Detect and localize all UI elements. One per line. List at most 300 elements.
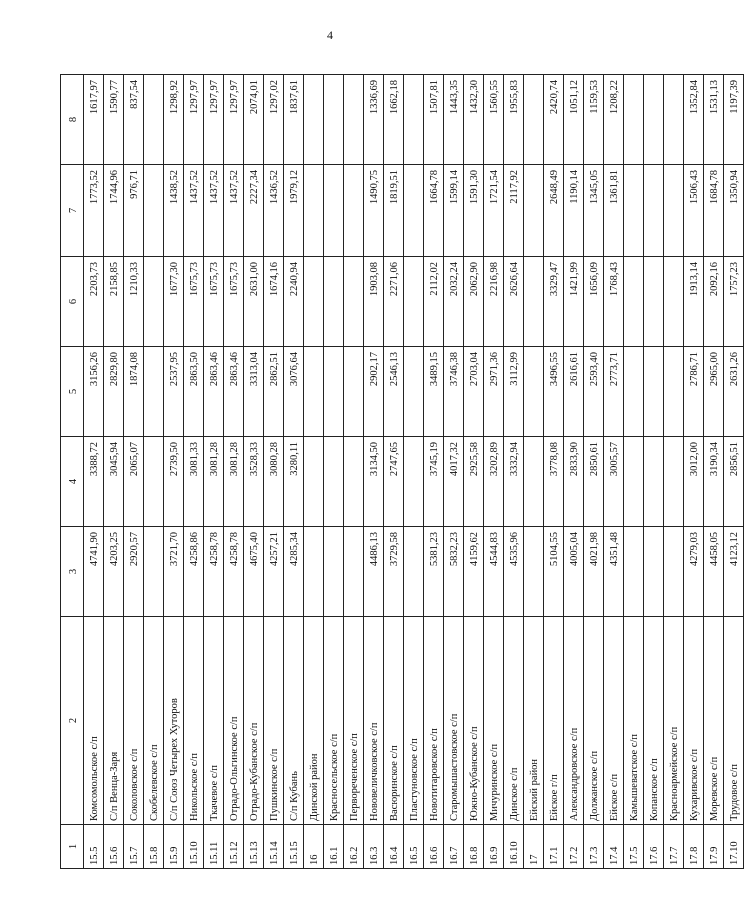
value-cell: 1432,30	[464, 75, 484, 165]
value-cell	[144, 527, 164, 617]
value-cell: 4486,13	[364, 527, 384, 617]
table-row	[504, 75, 524, 869]
value-cell: 5381,23	[424, 527, 444, 617]
value-cell	[664, 75, 684, 165]
settlement-name-cell: Ейское г/п	[544, 617, 564, 825]
value-cell: 2965,00	[704, 347, 724, 437]
table-row	[724, 75, 744, 869]
value-cell: 1051,12	[564, 75, 584, 165]
value-cell: 3081,33	[184, 437, 204, 527]
value-cell: 1721,54	[484, 165, 504, 257]
value-cell: 4351,48	[604, 527, 624, 617]
table-row	[684, 75, 704, 869]
value-cell: 2856,51	[724, 437, 744, 527]
header-cell: 4	[61, 437, 84, 527]
row-code-cell: 17.1	[544, 825, 564, 869]
row-code-cell: 16.8	[464, 825, 484, 869]
table-row	[364, 75, 384, 869]
row-code-cell: 16.5	[404, 825, 424, 869]
value-cell: 4258,78	[224, 527, 244, 617]
value-cell: 2971,36	[484, 347, 504, 437]
settlement-name-cell: Кухаривское с/п	[684, 617, 704, 825]
header-cell: 6	[61, 257, 84, 347]
value-cell: 1507,81	[424, 75, 444, 165]
value-cell: 2747,65	[384, 437, 404, 527]
value-cell: 2112,02	[424, 257, 444, 347]
row-code-cell: 16.6	[424, 825, 444, 869]
table-row	[424, 75, 444, 869]
value-cell	[304, 75, 324, 165]
value-cell: 1506,43	[684, 165, 704, 257]
row-code-cell: 17	[524, 825, 544, 869]
value-cell: 3280,11	[284, 437, 304, 527]
row-code-cell: 15.8	[144, 825, 164, 869]
value-cell: 1599,14	[444, 165, 464, 257]
value-cell: 1298,92	[164, 75, 184, 165]
value-cell: 3721,70	[164, 527, 184, 617]
value-cell: 2271,06	[384, 257, 404, 347]
table-row	[84, 75, 104, 869]
value-cell: 3012,00	[684, 437, 704, 527]
value-cell: 1350,94	[724, 165, 744, 257]
table-row	[404, 75, 424, 869]
value-cell: 3076,64	[284, 347, 304, 437]
header-cell: 8	[61, 75, 84, 165]
value-cell: 4535,96	[504, 527, 524, 617]
value-cell	[404, 527, 424, 617]
row-code-cell: 17.2	[564, 825, 584, 869]
table-row	[524, 75, 544, 869]
value-cell: 2739,50	[164, 437, 184, 527]
table-row	[604, 75, 624, 869]
value-cell: 1437,52	[204, 165, 224, 257]
value-cell: 2631,00	[244, 257, 264, 347]
value-cell: 2216,98	[484, 257, 504, 347]
value-cell: 2786,71	[684, 347, 704, 437]
value-cell: 1837,61	[284, 75, 304, 165]
value-cell	[144, 347, 164, 437]
value-cell	[404, 347, 424, 437]
row-code-cell: 17.7	[664, 825, 684, 869]
value-cell: 2227,34	[244, 165, 264, 257]
row-code-cell: 17.4	[604, 825, 624, 869]
value-cell	[524, 75, 544, 165]
value-cell: 3112,99	[504, 347, 524, 437]
value-cell	[664, 347, 684, 437]
value-cell: 1913,14	[684, 257, 704, 347]
value-cell: 2920,57	[124, 527, 144, 617]
value-cell: 1617,97	[84, 75, 104, 165]
value-cell: 2158,85	[104, 257, 124, 347]
row-code-cell: 15.12	[224, 825, 244, 869]
tariff-table	[60, 74, 744, 869]
value-cell: 2074,01	[244, 75, 264, 165]
page-number: 4	[327, 28, 333, 42]
value-cell	[524, 257, 544, 347]
value-cell: 2420,74	[544, 75, 564, 165]
settlement-name-cell: Ейское с/п	[604, 617, 624, 825]
value-cell: 4258,78	[204, 527, 224, 617]
table-row	[284, 75, 304, 869]
table-row	[264, 75, 284, 869]
header-cell: 2	[61, 617, 84, 825]
value-cell: 1437,52	[184, 165, 204, 257]
settlement-name-cell: Первореченское с/п	[344, 617, 364, 825]
header-cell: 7	[61, 165, 84, 257]
value-cell: 1674,16	[264, 257, 284, 347]
value-cell: 1421,99	[564, 257, 584, 347]
settlement-name-cell: Никольское с/п	[184, 617, 204, 825]
value-cell	[664, 165, 684, 257]
table-row	[664, 75, 684, 869]
value-cell	[144, 257, 164, 347]
value-cell	[624, 527, 644, 617]
value-cell	[144, 437, 164, 527]
settlement-name-cell: Новотитаровское с/п	[424, 617, 444, 825]
table-row	[464, 75, 484, 869]
settlement-name-cell: Отрадо-Кубанское с/п	[244, 617, 264, 825]
row-code-cell: 15.10	[184, 825, 204, 869]
row-code-cell: 15.5	[84, 825, 104, 869]
value-cell	[344, 257, 364, 347]
value-cell: 1664,78	[424, 165, 444, 257]
row-code-cell: 16.2	[344, 825, 364, 869]
value-cell	[524, 347, 544, 437]
value-cell: 4257,21	[264, 527, 284, 617]
value-cell	[404, 165, 424, 257]
value-cell: 1297,97	[224, 75, 244, 165]
settlement-name-cell: Скобелевское с/п	[144, 617, 164, 825]
value-cell: 1436,52	[264, 165, 284, 257]
settlement-name-cell: Нововеличковское с/п	[364, 617, 384, 825]
value-cell: 1297,97	[184, 75, 204, 165]
value-cell: 1656,09	[584, 257, 604, 347]
value-cell: 4021,98	[584, 527, 604, 617]
value-cell	[324, 347, 344, 437]
value-cell: 3745,19	[424, 437, 444, 527]
value-cell: 1352,84	[684, 75, 704, 165]
value-cell: 4741,90	[84, 527, 104, 617]
table-row	[224, 75, 244, 869]
settlement-name-cell: Трудовое с/п	[724, 617, 744, 825]
value-cell: 2829,80	[104, 347, 124, 437]
value-cell: 2537,95	[164, 347, 184, 437]
value-cell: 3313,04	[244, 347, 264, 437]
value-cell: 1345,05	[584, 165, 604, 257]
settlement-name-cell: Должанское с/п	[584, 617, 604, 825]
value-cell: 3528,33	[244, 437, 264, 527]
value-cell: 2032,24	[444, 257, 464, 347]
table-row	[244, 75, 264, 869]
settlement-name-cell: Александровское с/п	[564, 617, 584, 825]
settlement-name-cell: Васюринское с/п	[384, 617, 404, 825]
value-cell: 1197,39	[724, 75, 744, 165]
settlement-name-cell: Соколовское с/п	[124, 617, 144, 825]
value-cell: 3134,50	[364, 437, 384, 527]
value-cell: 5832,23	[444, 527, 464, 617]
value-cell: 4258,86	[184, 527, 204, 617]
value-cell	[624, 75, 644, 165]
value-cell: 3081,28	[224, 437, 244, 527]
row-code-cell: 16.4	[384, 825, 404, 869]
table-row	[324, 75, 344, 869]
value-cell: 2065,07	[124, 437, 144, 527]
value-cell: 3778,08	[544, 437, 564, 527]
value-cell: 1361,81	[604, 165, 624, 257]
table-row	[144, 75, 164, 869]
value-cell: 2626,64	[504, 257, 524, 347]
settlement-name-cell: Камышеватское с/п	[624, 617, 644, 825]
value-cell	[644, 347, 664, 437]
value-cell	[344, 437, 364, 527]
value-cell: 1955,83	[504, 75, 524, 165]
table-row	[644, 75, 664, 869]
value-cell: 1677,30	[164, 257, 184, 347]
settlement-name-cell: Красноармейское с/п	[664, 617, 684, 825]
value-cell	[644, 257, 664, 347]
value-cell: 3156,26	[84, 347, 104, 437]
settlement-name-cell: Мичуринское с/п	[484, 617, 504, 825]
value-cell: 1490,75	[364, 165, 384, 257]
value-cell: 3332,94	[504, 437, 524, 527]
row-code-cell: 16.1	[324, 825, 344, 869]
row-code-cell: 17.5	[624, 825, 644, 869]
table-row	[544, 75, 564, 869]
value-cell	[304, 347, 324, 437]
value-cell: 2648,49	[544, 165, 564, 257]
header-cell: 1	[61, 825, 84, 869]
row-code-cell: 17.8	[684, 825, 704, 869]
table-row	[584, 75, 604, 869]
value-cell	[624, 347, 644, 437]
settlement-name-cell: Отрадо-Ольгинское с/п	[224, 617, 244, 825]
value-cell: 2616,61	[564, 347, 584, 437]
value-cell	[304, 165, 324, 257]
value-cell: 1590,77	[104, 75, 124, 165]
row-code-cell: 16.9	[484, 825, 504, 869]
value-cell: 3202,89	[484, 437, 504, 527]
table-row	[624, 75, 644, 869]
row-code-cell: 16.7	[444, 825, 464, 869]
value-cell: 4123,12	[724, 527, 744, 617]
value-cell: 1591,30	[464, 165, 484, 257]
table-row	[204, 75, 224, 869]
value-cell	[324, 257, 344, 347]
value-cell: 3489,15	[424, 347, 444, 437]
value-cell: 1903,08	[364, 257, 384, 347]
value-cell: 3329,47	[544, 257, 564, 347]
value-cell	[304, 437, 324, 527]
table-container	[60, 75, 740, 869]
value-cell	[324, 165, 344, 257]
settlement-name-cell: Старомышастовское с/п	[444, 617, 464, 825]
row-code-cell: 15.7	[124, 825, 144, 869]
value-cell: 3388,72	[84, 437, 104, 527]
value-cell: 2062,90	[464, 257, 484, 347]
table-row	[124, 75, 144, 869]
table-row	[444, 75, 464, 869]
value-cell: 1208,22	[604, 75, 624, 165]
value-cell	[664, 437, 684, 527]
value-cell: 2546,13	[384, 347, 404, 437]
row-code-cell: 16	[304, 825, 324, 869]
value-cell: 1757,23	[724, 257, 744, 347]
row-code-cell: 15.15	[284, 825, 304, 869]
value-cell	[144, 165, 164, 257]
value-cell: 2703,04	[464, 347, 484, 437]
value-cell: 1675,73	[224, 257, 244, 347]
value-cell	[144, 75, 164, 165]
settlement-name-cell: Пушкинское с/п	[264, 617, 284, 825]
value-cell: 3729,58	[384, 527, 404, 617]
value-cell: 1874,08	[124, 347, 144, 437]
row-code-cell: 15.9	[164, 825, 184, 869]
value-cell: 4544,83	[484, 527, 504, 617]
value-cell: 1531,13	[704, 75, 724, 165]
row-code-cell: 17.9	[704, 825, 724, 869]
value-cell	[664, 527, 684, 617]
value-cell: 1675,73	[184, 257, 204, 347]
settlement-name-cell: Копанское с/п	[644, 617, 664, 825]
value-cell: 3496,55	[544, 347, 564, 437]
value-cell: 1773,52	[84, 165, 104, 257]
value-cell	[304, 257, 324, 347]
value-cell	[324, 437, 344, 527]
table-row	[704, 75, 724, 869]
value-cell: 976,71	[124, 165, 144, 257]
settlement-name-cell: Южно-Кубанское с/п	[464, 617, 484, 825]
row-code-cell: 16.3	[364, 825, 384, 869]
value-cell: 2862,51	[264, 347, 284, 437]
value-cell	[644, 527, 664, 617]
value-cell: 2833,90	[564, 437, 584, 527]
value-cell: 1438,52	[164, 165, 184, 257]
value-cell: 1297,97	[204, 75, 224, 165]
settlement-name-cell: С/п Союз Четырех Хуторов	[164, 617, 184, 825]
value-cell: 1560,55	[484, 75, 504, 165]
row-code-cell: 15.6	[104, 825, 124, 869]
value-cell: 1437,52	[224, 165, 244, 257]
value-cell	[624, 257, 644, 347]
value-cell: 4458,05	[704, 527, 724, 617]
value-cell: 4159,62	[464, 527, 484, 617]
value-cell: 1190,14	[564, 165, 584, 257]
value-cell	[324, 527, 344, 617]
value-cell	[644, 165, 664, 257]
value-cell: 1819,51	[384, 165, 404, 257]
settlement-name-cell: Комсомольское с/п	[84, 617, 104, 825]
settlement-name-cell: Пластуновское с/п	[404, 617, 424, 825]
settlement-name-cell: Динской район	[304, 617, 324, 825]
settlement-name-cell: Динское с/п	[504, 617, 524, 825]
header-cell: 3	[61, 527, 84, 617]
value-cell: 2631,26	[724, 347, 744, 437]
value-cell: 837,54	[124, 75, 144, 165]
row-code-cell: 17.6	[644, 825, 664, 869]
value-cell	[404, 437, 424, 527]
settlement-name-cell: С/п Кубань	[284, 617, 304, 825]
value-cell: 2863,46	[224, 347, 244, 437]
value-cell	[344, 75, 364, 165]
table-row	[384, 75, 404, 869]
value-cell: 3190,34	[704, 437, 724, 527]
settlement-name-cell: Моревское с/п	[704, 617, 724, 825]
value-cell: 1443,35	[444, 75, 464, 165]
row-code-cell: 15.13	[244, 825, 264, 869]
value-cell: 4285,34	[284, 527, 304, 617]
header-cell: 5	[61, 347, 84, 437]
value-cell: 1744,96	[104, 165, 124, 257]
settlement-name-cell: Ткачевое с/п	[204, 617, 224, 825]
row-code-cell: 17.3	[584, 825, 604, 869]
value-cell: 2863,46	[204, 347, 224, 437]
value-cell: 3746,38	[444, 347, 464, 437]
value-cell: 5104,55	[544, 527, 564, 617]
value-cell	[344, 165, 364, 257]
value-cell: 2925,58	[464, 437, 484, 527]
value-cell: 3045,94	[104, 437, 124, 527]
value-cell	[344, 347, 364, 437]
value-cell: 4279,03	[684, 527, 704, 617]
value-cell: 2117,92	[504, 165, 524, 257]
value-cell	[404, 257, 424, 347]
value-cell: 4675,40	[244, 527, 264, 617]
settlement-name-cell: С/п Венца-Заря	[104, 617, 124, 825]
value-cell: 3080,28	[264, 437, 284, 527]
value-cell: 1210,33	[124, 257, 144, 347]
value-cell: 1297,02	[264, 75, 284, 165]
value-cell	[644, 75, 664, 165]
value-cell: 2850,61	[584, 437, 604, 527]
value-cell	[624, 437, 644, 527]
value-cell: 3081,28	[204, 437, 224, 527]
value-cell: 3005,57	[604, 437, 624, 527]
table-row	[184, 75, 204, 869]
value-cell	[324, 75, 344, 165]
row-code-cell: 17.10	[724, 825, 744, 869]
value-cell	[524, 437, 544, 527]
value-cell: 1684,78	[704, 165, 724, 257]
settlement-name-cell: Ейский район	[524, 617, 544, 825]
value-cell	[404, 75, 424, 165]
table-row	[304, 75, 324, 869]
table-row	[344, 75, 364, 869]
value-cell: 1336,69	[364, 75, 384, 165]
value-cell: 4203,25	[104, 527, 124, 617]
value-cell	[644, 437, 664, 527]
value-cell: 2092,16	[704, 257, 724, 347]
value-cell: 2240,94	[284, 257, 304, 347]
value-cell	[344, 527, 364, 617]
value-cell: 1768,43	[604, 257, 624, 347]
value-cell: 1662,18	[384, 75, 404, 165]
value-cell	[524, 165, 544, 257]
rotated-table-wrapper	[60, 75, 740, 869]
table-row	[484, 75, 504, 869]
value-cell	[624, 165, 644, 257]
value-cell: 1159,53	[584, 75, 604, 165]
value-cell: 2902,17	[364, 347, 384, 437]
value-cell: 2593,40	[584, 347, 604, 437]
table-row	[564, 75, 584, 869]
value-cell: 4005,04	[564, 527, 584, 617]
value-cell	[304, 527, 324, 617]
table-header-row	[61, 75, 84, 869]
value-cell: 2773,71	[604, 347, 624, 437]
row-code-cell: 16.10	[504, 825, 524, 869]
value-cell: 2863,50	[184, 347, 204, 437]
value-cell: 4017,32	[444, 437, 464, 527]
